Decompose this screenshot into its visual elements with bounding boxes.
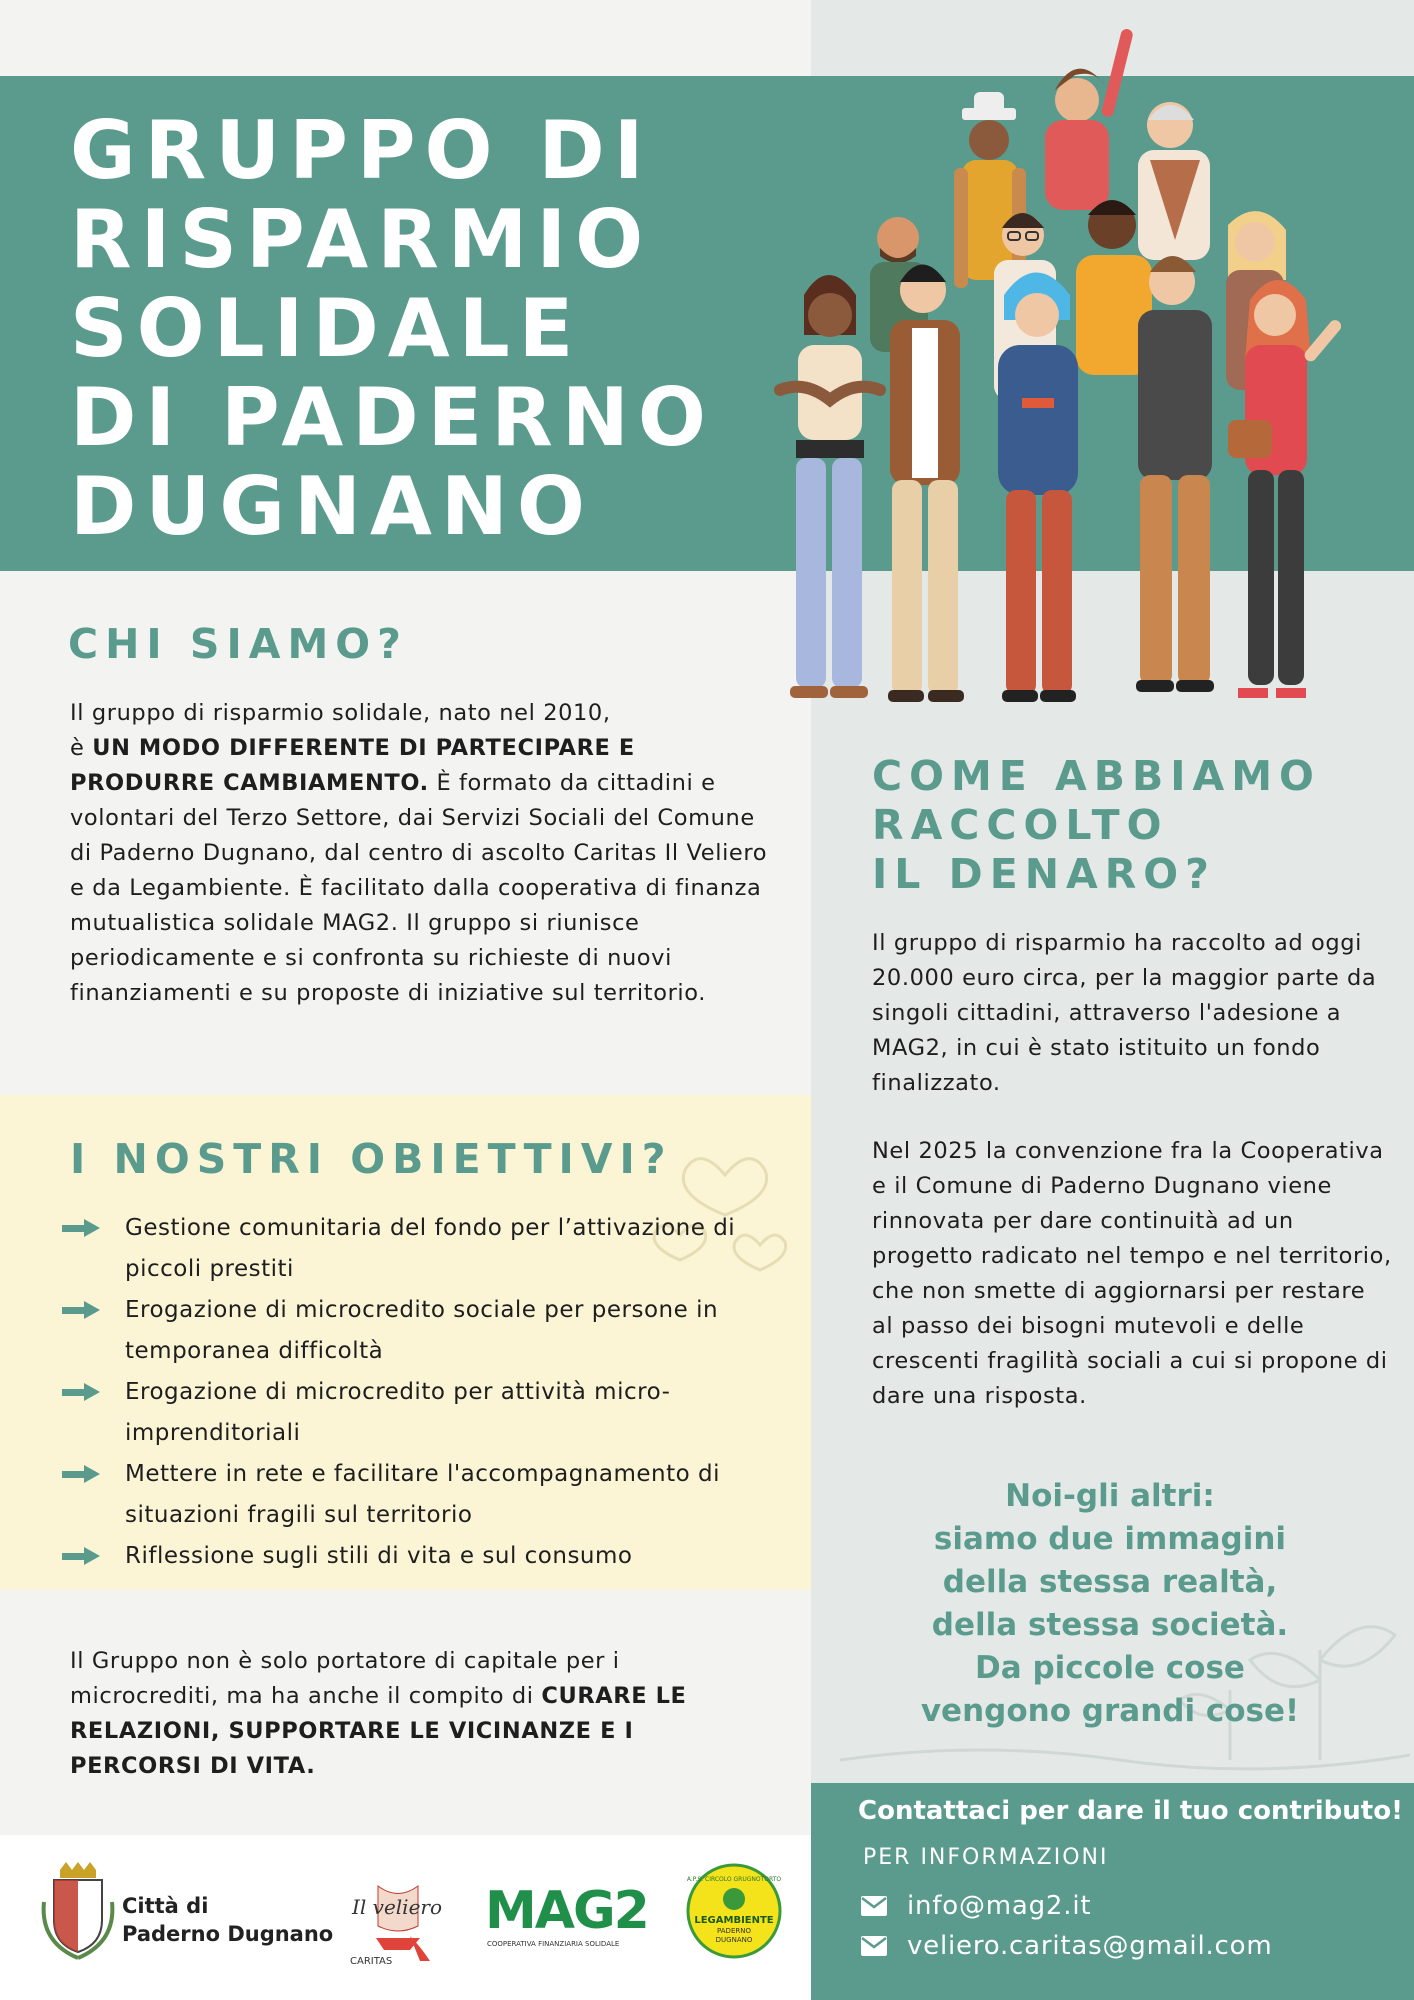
arrow-right-icon [62,1219,100,1237]
person-hat [954,92,1026,288]
lega-sub-1: PADERNO [717,1927,751,1935]
arrow-right-icon [62,1301,100,1319]
person-elderly [1138,102,1210,260]
quote-line-2: siamo due immagini [933,1521,1287,1557]
objective-text: Mettere in rete e facilitare l'accompagnamento di situazioni fragili sul territorio [125,1461,721,1528]
fundraising-paragraph-2: Nel 2025 la convenzione fra la Cooperativa e il Comune di Paderno Dugnano viene rinnovata per dare continuità ad un progetto radicato nel tempo e nel territorio, che non smette di aggiornarsi per restare al passo dei bisogni mutevoli e delle crescenti fragilità sociali a cui si propone di dare una risposta. [872,1138,1392,1409]
city-line-2: Paderno Dugnano [122,1922,334,1946]
group-role-bold: CURARE LE RELAZIONI, SUPPORTARE LE VICINANZE E I PERCORSI DI VITA. [70,1683,687,1779]
veliero-name: Il veliero [352,1895,443,1919]
lega-name: LEGAMBIENTE [694,1915,774,1926]
list-item [62,1454,782,1536]
email-link[interactable]: veliero.caritas@gmail.com [907,1931,1273,1961]
chi-siamo-heading: CHI SIAMO? [68,620,408,668]
legambiente-logo [686,1863,782,1959]
title-line-1: GRUPPO DI [70,104,653,197]
contact-email-row [861,1891,1091,1921]
chi-siamo-text-2: è [70,735,93,761]
veliero-sub: CARITAS [350,1956,393,1966]
objective-text: Erogazione di microcredito per attività micro-imprenditoriali [125,1379,671,1446]
quote-line-3: della stessa realtà, [942,1564,1278,1600]
mag2-sub: COOPERATIVA FINANZIARIA SOLIDALE [487,1940,620,1948]
person-heart-hands [780,275,880,688]
list-item [62,1536,782,1577]
fundraising-heading-line-3: IL DENARO? [872,850,1216,898]
objective-text: Gestione comunitaria del fondo per l’attivazione di piccoli prestiti [125,1215,736,1282]
quote-line-1: Noi-gli altri: [1005,1478,1215,1514]
contact-info-label: PER INFORMAZIONI [863,1845,1109,1870]
page-title [70,106,770,551]
quote-line-6: vengono grandi cose! [920,1693,1300,1729]
group-role-text-1: Il Gruppo non è solo portatore di capitale per i microcrediti, ma ha anche il compito di [70,1648,620,1709]
fundraising-heading [872,752,1321,899]
chi-siamo-text [70,696,770,1011]
people-group-illustration [740,10,1380,710]
email-link[interactable]: info@mag2.it [907,1891,1092,1921]
arrow-right-icon [62,1383,100,1401]
list-item [62,1290,782,1372]
chi-siamo-bold: UN MODO DIFFERENTE DI PARTECIPARE E PRODURRE CAMBIAMENTO. [70,735,635,796]
objective-text: Erogazione di microcredito sociale per persone in temporanea difficoltà [125,1297,719,1364]
city-coat-of-arms-icon [38,1862,118,1962]
contact-box [811,1783,1414,2000]
objectives-heading: I NOSTRI OBIETTIVI? [70,1135,673,1183]
objective-text: Riflessione sugli stili di vita e sul consumo [125,1543,633,1569]
group-role-text [70,1644,770,1784]
envelope-icon [861,1896,887,1916]
person-raised-arm [1045,28,1134,210]
envelope-icon [861,1936,887,1956]
arrow-right-icon [62,1465,100,1483]
fundraising-paragraph-1: Il gruppo di risparmio ha raccolto ad oggi 20.000 euro circa, per la maggior parte da singoli cittadini, attraverso l'adesione a MAG2, in cui è stato istituito un fondo finalizzato. [872,930,1377,1096]
chi-siamo-text-3: È formato da cittadini e volontari del Terzo Settore, dai Servizi Sociali del Comune di Paderno Dugnano, dal centro di ascolto Caritas Il Veliero e da Legambiente. È facilitato dalla cooperativa di finanza mutualistica solidale MAG2. Il gruppo si riunisce periodicamente e si confronta su richieste di nuovi finanziamenti e su proposte di iniziative sul territorio. [70,770,768,1006]
list-item [62,1372,782,1454]
closing-quote [880,1475,1340,1733]
quote-line-4: della stessa società. [931,1607,1289,1643]
chi-siamo-text-1: Il gruppo di risparmio solidale, nato nel 2010, [70,700,611,726]
city-line-1: Città di [122,1894,209,1918]
lega-top: A.P.S. CIRCOLO GRUGNOTORTO [686,1876,782,1883]
list-item [62,1208,782,1290]
person-brown-jacket [890,265,960,696]
title-line-5: DUGNANO [70,460,594,553]
person-grey-shirt [1138,256,1212,685]
fundraising-heading-line-1: COME ABBIAMO [872,752,1321,800]
contact-email-row [861,1931,1272,1961]
lega-sub-2: DUGNANO [715,1936,753,1944]
title-line-3: SOLIDALE [70,282,583,375]
title-line-4: DI PADERNO [70,371,715,464]
mag2-name: MAG2 [485,1881,648,1941]
veliero-caritas-logo [348,1876,444,1966]
title-line-2: RISPARMIO [70,193,653,286]
objectives-list [62,1208,782,1577]
quote-line-5: Da piccole cose [975,1650,1245,1686]
city-logo-text [122,1892,333,1948]
contact-cta: Contattaci per dare il tuo contributo! [858,1796,1403,1826]
mag2-logo [485,1876,657,1956]
arrow-right-icon [62,1547,100,1565]
fundraising-heading-line-2: RACCOLTO [872,801,1169,849]
